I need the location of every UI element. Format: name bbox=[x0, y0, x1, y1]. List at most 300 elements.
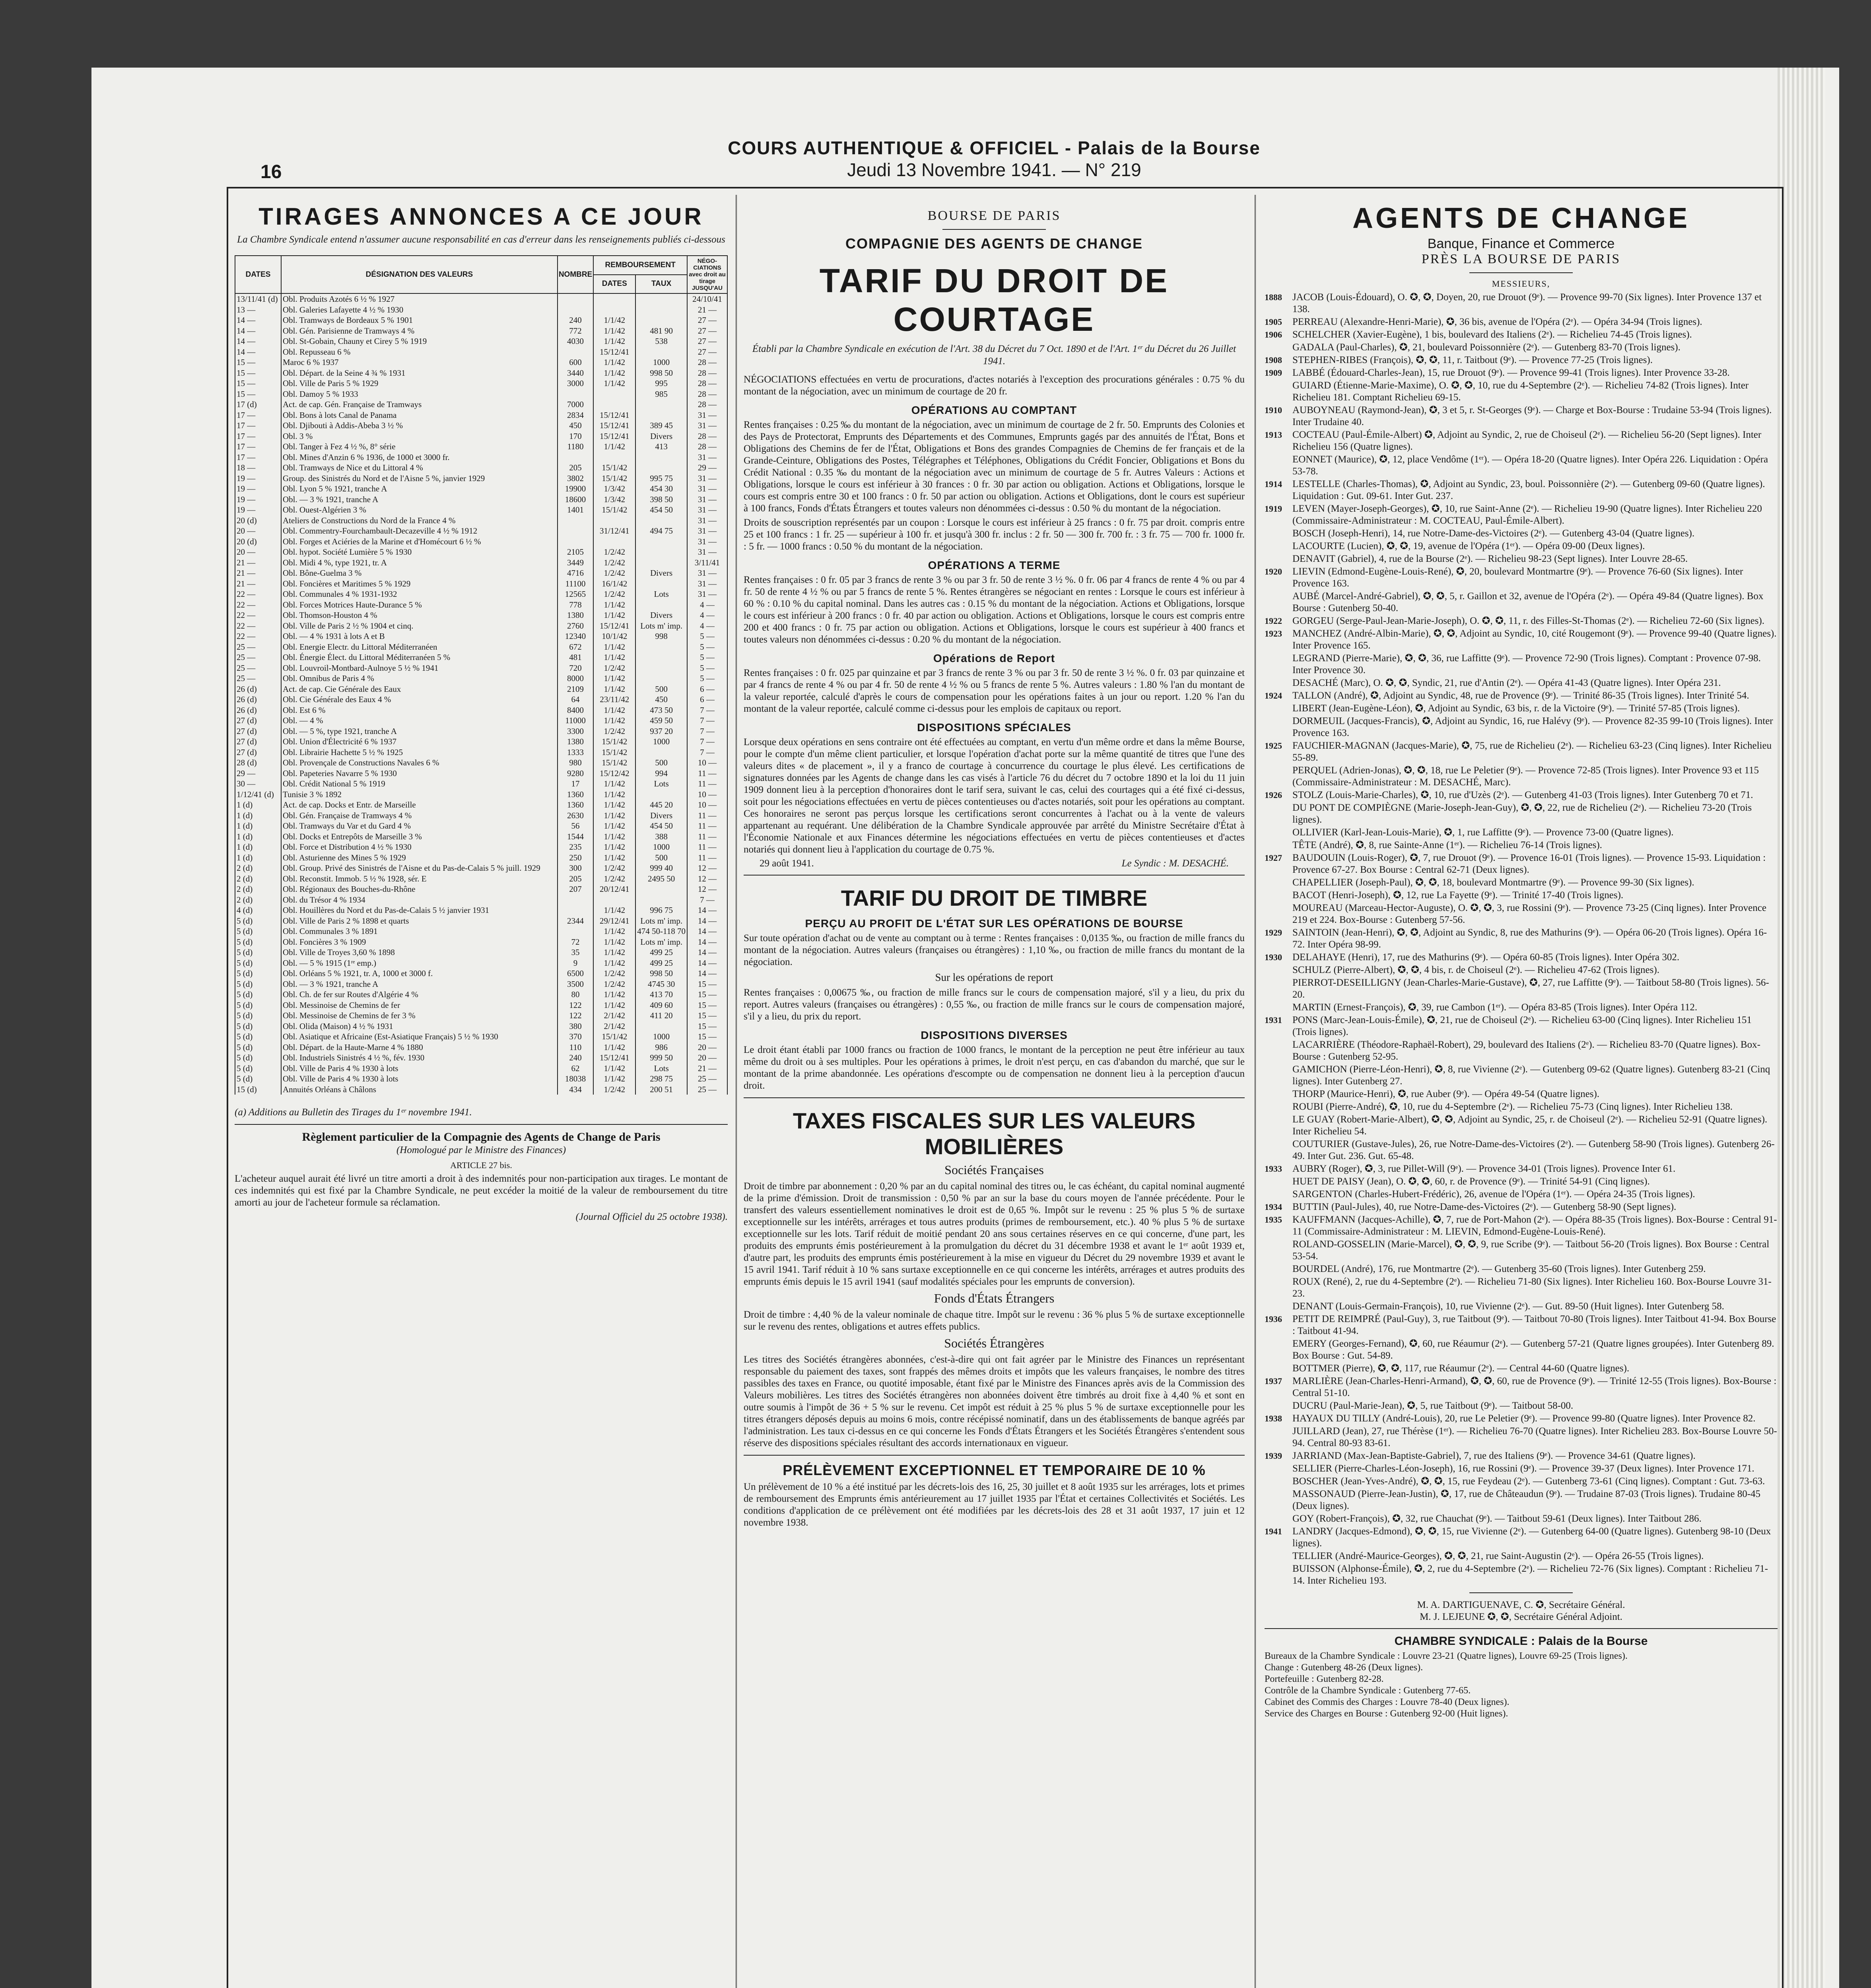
cell-date: 17 — bbox=[235, 441, 281, 452]
cell-rb-taux: 481 90 bbox=[635, 326, 687, 336]
agent-year bbox=[1265, 1463, 1292, 1475]
agents-subtitle-2: PRÈS LA BOURSE DE PARIS bbox=[1421, 252, 1621, 266]
divider bbox=[744, 875, 1245, 876]
cell-nego: 15 — bbox=[687, 1000, 727, 1011]
chambre-line: Bureaux de la Chambre Syndicale : Louvre 23-21 (Quatre lignes), Louvre 69-25 (Trois lignes). bbox=[1265, 1651, 1628, 1661]
cell-rb-taux bbox=[635, 895, 687, 905]
cell-nego: 29 — bbox=[687, 462, 727, 473]
cell-designation: Obl. Olida (Maison) 4 ½ % 1931 bbox=[281, 1021, 558, 1032]
cell-designation: Obl. Provençale de Constructions Navales 6 % bbox=[281, 757, 558, 768]
table-row bbox=[235, 968, 727, 979]
agent-entry bbox=[1265, 1138, 1778, 1162]
agent-entry bbox=[1265, 329, 1778, 341]
cell-nego: 31 — bbox=[687, 505, 727, 515]
cell-nombre bbox=[558, 905, 593, 916]
disp-speciales-text: Lorsque deux opérations en sens contraire ont été effectuées au comptant, en vertu d'un même ordre et dans la même Bourse, pour le compte d'un même client particulier, et lorsque l'opération d'achat porte sur la même quantité de titres que l'une des valeurs dites « de placement », il y a franco de courtage à concurrence du courtage le plus élevé. Les certifications de signatures données par les Agents de change dans les cas visés à l'article 76 du décret du 7 octobre 1890 et la loi du 11 juin 1909 donnent lieu à la perception d'honoraires dont le tarif sera, suivant le cas, celui des courtages qui a été fixé ci-dessus, soit pour les négociations effectuées en vertu de pièces contentieuses ou d'actes notariés, soit pour les opérations au comptant. Ces honoraires ne seront pas perçus lorsque les certifications seront concurrentes à l'achat ou à la vente de valeurs appartenant au requérant. Une délibération de la Chambre Syndicale approuvée par arrêté du Ministre Secrétaire d'État à l'Économie Nationale et aux Finances détermine les négociations effectuées en vertu de pièces contentieuses et d'actes notariés qui donnent lieu à l'application du courtage de 0.75 %. bbox=[744, 737, 1245, 855]
agent-year bbox=[1265, 1563, 1292, 1587]
cell-nego: 11 — bbox=[687, 779, 727, 789]
cell-nego: 3/11/41 bbox=[687, 557, 727, 568]
cell-nombre: 80 bbox=[558, 989, 593, 1000]
cell-date: 20 — bbox=[235, 547, 281, 557]
cell-designation: Group. des Sinistrés du Nord et de l'Aisne 5 %, janvier 1929 bbox=[281, 473, 558, 484]
agent-details: JACOB (Louis-Édouard), O. ✪, ✪, Doyen, 20, rue Drouot (9ᵉ). — Provence 99-70 (Six lignes). Inter Provence 137 et 138. bbox=[1292, 292, 1762, 315]
table-row bbox=[235, 347, 727, 357]
cell-designation: Obl. Force et Distribution 4 ½ % 1930 bbox=[281, 842, 558, 852]
cell-nombre bbox=[558, 389, 593, 400]
agent-details: MARTIN (Ernest-François), ✪, 39, rue Cambon (1ᵉʳ). — Opéra 83-85 (Trois lignes). Inter Opéra 112. bbox=[1292, 1002, 1698, 1013]
cell-nego: 28 — bbox=[687, 389, 727, 400]
table-row bbox=[235, 336, 727, 347]
agent-details: DUCRU (Paul-Marie-Jean), ✪, 5, rue Taitbout (9ᵉ). — Taitbout 58-00. bbox=[1292, 1400, 1574, 1411]
cell-rb-date: 1/1/42 bbox=[593, 958, 635, 969]
agents-subtitle: Banque, Finance et Commerce bbox=[1427, 236, 1615, 251]
agent-entry bbox=[1265, 1163, 1778, 1175]
cell-nego: 27 — bbox=[687, 347, 727, 357]
cell-nego: 14 — bbox=[687, 958, 727, 969]
agent-details: GUIARD (Étienne-Marie-Maxime), O. ✪, ✪, 10, rue du 4-Septembre (2ᵉ). — Richelieu 74-82 (Trois lignes). Inter Richelieu 181. Comptant Richelieu 69-15. bbox=[1292, 380, 1749, 403]
cell-date: 1 (d) bbox=[235, 831, 281, 842]
agent-entry bbox=[1265, 1338, 1778, 1362]
cell-nombre: 4030 bbox=[558, 336, 593, 347]
cell-nombre: 11100 bbox=[558, 579, 593, 589]
cell-nombre: 2344 bbox=[558, 916, 593, 926]
table-row bbox=[235, 483, 727, 494]
op-terme-text: Rentes françaises : 0 fr. 05 par 3 francs de rente 3 % ou par 3 fr. 50 de rente 3 ½ %. 0 fr. 06 par 4 francs de rente 4 % ou par 4 fr. 50 de rente 4 ½ % ou par 5 francs de rente 5 %. Rentes étrangères se négociant en rentes : Lorsque le cours est inférieur à 60 % : 0.10 % du capital nominal. Dans les autres cas : 0.15 % du montant de la négociation. Actions et Obligations, lorsque le cours est inférieur à 200 francs : 0 fr. 40 par action ou obligation. Actions et Obligations, lorsque le cours est compris entre 200 et 400 francs : 0 fr. 75 par action ou obligation. Actions et Obligations, lorsque le cours est supérieur à 400 francs et toutes valeurs non dénommées ci-dessus : 0.20 % du montant de la négociation. bbox=[744, 575, 1245, 645]
cell-date: 17 — bbox=[235, 452, 281, 463]
cell-date: 17 (d) bbox=[235, 399, 281, 410]
cell-designation: Obl. Energie Electr. du Littoral Méditerranéen bbox=[281, 642, 558, 652]
cell-date: 15 — bbox=[235, 378, 281, 389]
agent-details: GORGEU (Serge-Paul-Jean-Marie-Joseph), O. ✪, ✪, 11, r. des Filles-St-Thomas (2ᵉ). — Richelieu 72-60 (Six lignes). bbox=[1292, 615, 1764, 626]
agent-details: BOSCHER (Jean-Yves-André), ✪, ✪, 15, rue Feydeau (2ᵉ). — Gutenberg 73-61 (Cinq lignes). Comptant : Gut. 73-63. bbox=[1292, 1476, 1765, 1487]
cell-date: 5 (d) bbox=[235, 979, 281, 990]
agent-year bbox=[1265, 1176, 1292, 1188]
masthead-date: Jeudi 13 Novembre 1941. — N° 219 bbox=[847, 159, 1141, 180]
cell-rb-date bbox=[593, 399, 635, 410]
cell-rb-date bbox=[593, 305, 635, 315]
cell-date: 15 — bbox=[235, 368, 281, 379]
divider bbox=[744, 1455, 1245, 1456]
agent-year: 1931 bbox=[1265, 1015, 1282, 1025]
cell-designation: Obl. Régionaux des Bouches-du-Rhône bbox=[281, 884, 558, 895]
col-rb-dates: DATES bbox=[593, 275, 635, 294]
cell-date: 21 — bbox=[235, 579, 281, 589]
agent-entry bbox=[1265, 1313, 1778, 1337]
cell-rb-date: 1/1/42 bbox=[593, 810, 635, 821]
cell-nombre bbox=[558, 452, 593, 463]
agent-year: 1920 bbox=[1265, 567, 1282, 577]
cell-designation: Obl. Messinoise de Chemins de fer bbox=[281, 1000, 558, 1011]
cell-designation: Obl. Asiatique et Africaine (Est-Asiatique Français) 5 ½ % 1930 bbox=[281, 1031, 558, 1042]
cell-nego: 6 — bbox=[687, 684, 727, 695]
cell-rb-date: 1/3/42 bbox=[593, 483, 635, 494]
cell-rb-date: 31/12/41 bbox=[593, 526, 635, 536]
cell-date: 18 — bbox=[235, 462, 281, 473]
cell-nego: 31 — bbox=[687, 526, 727, 536]
agent-details: BACOT (Henri-Joseph), ✪, 12, rue La Fayette (9ᵉ). — Trinité 17-40 (Trois lignes). bbox=[1292, 890, 1624, 901]
agent-entry bbox=[1265, 1014, 1778, 1038]
table-row bbox=[235, 926, 727, 937]
disp-speciales-title: DISPOSITIONS SPÉCIALES bbox=[917, 721, 1071, 734]
cell-rb-date: 1/2/42 bbox=[593, 557, 635, 568]
cell-rb-date bbox=[593, 293, 635, 305]
agent-details: DENANT (Louis-Germain-François), 10, rue Vivienne (2ᵉ). — Gut. 89-50 (Huit lignes). Inter Gutenberg 58. bbox=[1292, 1301, 1724, 1312]
table-row bbox=[235, 547, 727, 557]
cell-date: 1 (d) bbox=[235, 852, 281, 863]
cell-rb-date: 1/1/42 bbox=[593, 989, 635, 1000]
agent-year: 1905 bbox=[1265, 317, 1282, 327]
cell-designation: Obl. Ville de Paris 2 % 1898 et quarts bbox=[281, 916, 558, 926]
cell-nego: 24/10/41 bbox=[687, 293, 727, 305]
agent-year: 1935 bbox=[1265, 1215, 1282, 1225]
agent-entry bbox=[1265, 291, 1778, 315]
agent-entry bbox=[1265, 1425, 1778, 1449]
table-row bbox=[235, 568, 727, 579]
cell-nombre: 720 bbox=[558, 663, 593, 674]
agent-year bbox=[1265, 1002, 1292, 1013]
cell-nombre: 2834 bbox=[558, 410, 593, 421]
cell-nego: 10 — bbox=[687, 757, 727, 768]
agent-entry bbox=[1265, 740, 1778, 764]
table-row bbox=[235, 452, 727, 463]
agent-year bbox=[1265, 902, 1292, 926]
cell-rb-date: 1/1/42 bbox=[593, 642, 635, 652]
cell-date: 5 (d) bbox=[235, 926, 281, 937]
agent-year bbox=[1265, 827, 1292, 839]
agent-details: JUILLARD (Jean), 27, rue Thérèse (1ᵉʳ). — Richelieu 76-70 (Quatre lignes). Inter Richelieu 283. Box-Bourse Louvre 50-94. Central 80-93 83-61. bbox=[1292, 1426, 1777, 1448]
cell-nego: 28 — bbox=[687, 368, 727, 379]
cell-nombre: 12340 bbox=[558, 631, 593, 642]
cell-rb-date: 1/1/42 bbox=[593, 357, 635, 368]
cell-rb-taux: Lots m' imp. bbox=[635, 621, 687, 631]
table-row bbox=[235, 389, 727, 400]
op-terme-title: OPÉRATIONS A TERME bbox=[928, 559, 1061, 571]
cell-rb-taux: 985 bbox=[635, 389, 687, 400]
cell-rb-date: 1/2/42 bbox=[593, 547, 635, 557]
cell-rb-taux: 986 bbox=[635, 1042, 687, 1053]
agent-entry bbox=[1265, 1064, 1778, 1087]
cell-nego: 31 — bbox=[687, 473, 727, 484]
op-comptant-text: Rentes françaises : 0.25 ‰ du montant de la négociation, avec un minimum de courtage de 2 fr. 50. Emprunts des Colonies et des Pays de Protectorat, Emprunts des Départements et des Communes, Emprunts gagés par des annuités de l'État, Bons et Obligations des Chemins de fer de l'État, Obligations et Bons des grandes Compagnies de Chemins de fer français et de la Grande-Ceinture, Obligations des Postes, Télégraphes et Téléphones, Obligations du Crédit Foncier, Obligations et Bons du Crédit National : 0.35 ‰ du montant de la négociation avec un minimum de courtage de 5 fr. Autres Valeurs : Actions et Obligations, lorsque le cours est inférieur à 30 frances : 0 fr. 30 par action ou obligation. Actions et Obligations, lorsque le cours est compris entre 30 et 100 francs : 0 fr. 50 par action ou obligation. Actions et Obligations, dont le cours est supérieur à 100 francs, Fonds d'États Étrangers et toutes valeurs non dénommées ci-dessus : 0.50 % du montant de la négociation. bbox=[744, 419, 1245, 514]
agent-details: MASSONAUD (Pierre-Jean-Justin), ✪, 17, rue de Châteaudun (9ᵉ). — Trudaine 87-03 (Trois lignes). Trudaine 80-45 (Deux lignes). bbox=[1292, 1489, 1761, 1511]
cell-designation: Obl. Tramways de Nice et du Littoral 4 % bbox=[281, 462, 558, 473]
cell-rb-taux bbox=[635, 536, 687, 547]
cell-date: 13 — bbox=[235, 305, 281, 315]
cell-designation: Obl. Départ. de la Seine 4 ¾ % 1931 bbox=[281, 368, 558, 379]
agent-year: 1910 bbox=[1265, 405, 1282, 415]
cell-designation: Obl. Ch. de fer sur Routes d'Algérie 4 % bbox=[281, 989, 558, 1000]
timbre-diverses-title: DISPOSITIONS DIVERSES bbox=[921, 1029, 1068, 1041]
agent-entry bbox=[1265, 404, 1778, 428]
cell-rb-taux bbox=[635, 515, 687, 526]
cell-designation: Obl. Thomson-Houston 4 % bbox=[281, 610, 558, 621]
cell-nego: 12 — bbox=[687, 863, 727, 874]
cell-rb-taux: 413 bbox=[635, 441, 687, 452]
cell-nombre bbox=[558, 293, 593, 305]
cell-rb-date: 15/12/41 bbox=[593, 410, 635, 421]
agent-details: PONS (Marc-Jean-Louis-Émile), ✪, 21, rue de Choiseul (2ᵉ). — Richelieu 63-00 (Cinq lignes). Inter Richelieu 151 (Trois lignes). bbox=[1292, 1015, 1752, 1037]
agent-details: SCHULZ (Pierre-Albert), ✪, ✪, 4 bis, r. de Choiseul (2ᵉ). — Richelieu 47-62 (Trois lignes). bbox=[1292, 965, 1659, 975]
cell-designation: Obl. Tramways de Bordeaux 5 % 1901 bbox=[281, 315, 558, 326]
tirages-column bbox=[235, 195, 728, 1988]
agent-year: 1941 bbox=[1265, 1526, 1282, 1536]
cell-nego: 28 — bbox=[687, 431, 727, 442]
agent-year: 1909 bbox=[1265, 368, 1282, 378]
cell-designation: Obl. Gén. Parisienne de Tramways 4 % bbox=[281, 326, 558, 336]
cell-rb-date: 1/1/42 bbox=[593, 905, 635, 916]
cell-rb-taux: 411 20 bbox=[635, 1010, 687, 1021]
agent-details: AUBRY (Roger), ✪, 3, rue Pillet-Will (9ᵉ). — Provence 34-01 (Trois lignes). Provence Inter 61. bbox=[1292, 1163, 1676, 1174]
cell-nombre: 1180 bbox=[558, 441, 593, 452]
cell-rb-taux: 500 bbox=[635, 757, 687, 768]
cell-designation: Obl. Forges et Aciéries de la Marine et d'Homécourt 6 ½ % bbox=[281, 536, 558, 547]
table-row bbox=[235, 905, 727, 916]
cell-date: 2 (d) bbox=[235, 895, 281, 905]
agent-entry bbox=[1265, 566, 1778, 590]
col-negociations: NÉGO-CIATIONS avec droit au tirage JUSQU'AU bbox=[687, 256, 727, 293]
agent-entry bbox=[1265, 1463, 1778, 1475]
cell-rb-taux bbox=[635, 884, 687, 895]
agent-entry bbox=[1265, 478, 1778, 502]
cell-nombre: 600 bbox=[558, 357, 593, 368]
agent-entry bbox=[1265, 1214, 1778, 1238]
cell-designation: Obl. Orléans 5 % 1921, tr. A, 1000 et 3000 f. bbox=[281, 968, 558, 979]
agent-year bbox=[1265, 877, 1292, 889]
cell-date: 27 (d) bbox=[235, 747, 281, 758]
cell-designation: Obl. — 5 %, type 1921, tranche A bbox=[281, 726, 558, 737]
agent-entry bbox=[1265, 1363, 1778, 1375]
agent-entry bbox=[1265, 715, 1778, 739]
cell-date: 27 (d) bbox=[235, 736, 281, 747]
cell-rb-taux: Lots bbox=[635, 779, 687, 789]
cell-rb-date: 1/3/42 bbox=[593, 494, 635, 505]
cell-rb-taux: 2495 50 bbox=[635, 874, 687, 884]
cell-nombre: 434 bbox=[558, 1084, 593, 1095]
cell-rb-date: 1/1/42 bbox=[593, 1074, 635, 1084]
agents-list bbox=[1265, 291, 1778, 1587]
divider bbox=[1469, 1592, 1573, 1593]
agent-year bbox=[1265, 715, 1292, 739]
agent-year bbox=[1265, 1188, 1292, 1200]
agent-entry bbox=[1265, 1550, 1778, 1562]
cell-nego: 15 — bbox=[687, 979, 727, 990]
agent-details: BAUDOUIN (Louis-Roger), ✪, 7, rue Drouot (9ᵉ). — Provence 16-01 (Trois lignes). — Provence 15-93. Liquidation : Provence 67-27. Box Bourse : Central 62-71 (Deux lignes). bbox=[1292, 852, 1766, 875]
agent-year bbox=[1265, 380, 1292, 404]
agent-entry bbox=[1265, 827, 1778, 839]
agent-year: 1929 bbox=[1265, 928, 1282, 938]
table-row bbox=[235, 631, 727, 642]
table-row bbox=[235, 768, 727, 779]
cell-designation: Obl. Gén. Française de Tramways 4 % bbox=[281, 810, 558, 821]
agent-details: LIEVIN (Edmond-Eugène-Louis-René), ✪, 20, boulevard Montmartre (9ᵉ). — Provence 76-60 (Six lignes). Inter Provence 163. bbox=[1292, 566, 1743, 589]
cell-rb-taux bbox=[635, 789, 687, 800]
cell-rb-taux: 1000 bbox=[635, 357, 687, 368]
cell-nego: 14 — bbox=[687, 947, 727, 958]
cell-rb-date: 1/1/42 bbox=[593, 1063, 635, 1074]
cell-rb-taux bbox=[635, 293, 687, 305]
cell-designation: Obl. Est 6 % bbox=[281, 705, 558, 716]
cell-rb-taux: 389 45 bbox=[635, 420, 687, 431]
cell-date: 17 — bbox=[235, 431, 281, 442]
agent-entry bbox=[1265, 1039, 1778, 1063]
cell-rb-taux: 995 bbox=[635, 378, 687, 389]
agent-entry bbox=[1265, 839, 1778, 851]
cell-date: 25 — bbox=[235, 673, 281, 684]
agent-entry bbox=[1265, 615, 1778, 627]
agent-entry bbox=[1265, 1563, 1778, 1587]
courtage-intro: NÉGOCIATIONS effectuées en vertu de procurations, d'actes notariés à l'exception des procurations générales : 0.75 % du montant de la négociation, avec un minimum de courtage de 20 fr. bbox=[744, 374, 1245, 397]
cell-designation: Obl. Ville de Troyes 3,60 % 1898 bbox=[281, 947, 558, 958]
cell-nombre: 240 bbox=[558, 315, 593, 326]
cell-rb-taux: 1000 bbox=[635, 1031, 687, 1042]
cell-designation: Obl. Asturienne des Mines 5 % 1929 bbox=[281, 852, 558, 863]
tarif-signature: Le Syndic : M. DESACHÉ. bbox=[1121, 858, 1229, 869]
cell-date: 14 — bbox=[235, 326, 281, 336]
table-row bbox=[235, 947, 727, 958]
table-row bbox=[235, 378, 727, 389]
cell-rb-taux: 995 75 bbox=[635, 473, 687, 484]
cell-rb-date bbox=[593, 895, 635, 905]
taxes-title: TAXES FISCALES SUR LES VALEURS MOBILIÈRES bbox=[793, 1108, 1196, 1159]
agent-year bbox=[1265, 765, 1292, 788]
cell-nombre: 8400 bbox=[558, 705, 593, 716]
cell-designation: Obl. Ville de Paris 2 ½ % 1904 et cinq. bbox=[281, 621, 558, 631]
agent-details: LEVEN (Mayer-Joseph-Georges), ✪, 10, rue Saint-Anne (2ᵉ). — Richelieu 19-90 (Quatre lignes). Inter Richelieu 220 (Commissaire-Administrateur : M. COCTEAU, Paul-Émile-Albert). bbox=[1292, 503, 1762, 526]
table-row bbox=[235, 368, 727, 379]
agent-year: 1888 bbox=[1265, 292, 1282, 302]
table-row bbox=[235, 831, 727, 842]
divider bbox=[1469, 272, 1573, 273]
agent-entry bbox=[1265, 889, 1778, 901]
agent-year bbox=[1265, 1276, 1292, 1300]
bourse-company: COMPAGNIE DES AGENTS DE CHANGE bbox=[845, 235, 1143, 252]
cell-rb-taux: 409 60 bbox=[635, 1000, 687, 1011]
cell-rb-taux: 538 bbox=[635, 336, 687, 347]
agent-entry bbox=[1265, 316, 1778, 328]
table-row bbox=[235, 958, 727, 969]
cell-designation: Obl. Louvroil-Montbard-Aulnoye 5 ½ % 1941 bbox=[281, 663, 558, 674]
cell-rb-taux: 454 50 bbox=[635, 821, 687, 831]
table-row bbox=[235, 1074, 727, 1084]
cell-rb-taux: 454 30 bbox=[635, 483, 687, 494]
agent-entry bbox=[1265, 802, 1778, 826]
divider bbox=[744, 1097, 1245, 1098]
cell-nombre: 3300 bbox=[558, 726, 593, 737]
cell-nombre: 980 bbox=[558, 757, 593, 768]
cell-rb-taux: 200 51 bbox=[635, 1084, 687, 1095]
cell-rb-taux: 298 75 bbox=[635, 1074, 687, 1084]
table-row bbox=[235, 979, 727, 990]
agent-entry bbox=[1265, 1002, 1778, 1013]
agent-details: COCTEAU (Paul-Émile-Albert) ✪, Adjoint au Syndic, 2, rue de Choiseul (2ᵉ). — Richelieu 56-20 (Sept lignes). Inter Richelieu 156 (Quatre lignes). bbox=[1292, 429, 1762, 452]
cell-designation: Obl. Mines d'Anzin 6 % 1936, de 1000 et 3000 fr. bbox=[281, 452, 558, 463]
cell-date: 25 — bbox=[235, 663, 281, 674]
cell-rb-date: 1/2/42 bbox=[593, 1084, 635, 1095]
table-row bbox=[235, 800, 727, 810]
cell-rb-taux bbox=[635, 579, 687, 589]
cell-nego: 31 — bbox=[687, 420, 727, 431]
cell-nego: 21 — bbox=[687, 305, 727, 315]
cell-date: 22 — bbox=[235, 621, 281, 631]
agent-details: MOUREAU (Marceau-Hector-Auguste), O. ✪, ✪, 3, rue Rossini (9ᵉ). — Provence 73-25 (Cinq lignes). Inter Provence 219 et 224. Box-Bourse : Gutenberg 57-56. bbox=[1292, 903, 1766, 925]
cell-rb-taux: 994 bbox=[635, 768, 687, 779]
agent-entry bbox=[1265, 1114, 1778, 1138]
cell-nego: 27 — bbox=[687, 326, 727, 336]
table-row bbox=[235, 315, 727, 326]
cell-nombre: 122 bbox=[558, 1010, 593, 1021]
agent-year: 1908 bbox=[1265, 355, 1282, 365]
cell-date: 19 — bbox=[235, 483, 281, 494]
table-row bbox=[235, 357, 727, 368]
cell-rb-taux: Divers bbox=[635, 568, 687, 579]
table-row bbox=[235, 293, 727, 305]
cell-designation: Obl. St-Gobain, Chauny et Cirey 5 % 1919 bbox=[281, 336, 558, 347]
cell-designation: Obl. Communales 3 % 1891 bbox=[281, 926, 558, 937]
cell-nombre: 18600 bbox=[558, 494, 593, 505]
table-row bbox=[235, 399, 727, 410]
agent-entry bbox=[1265, 1375, 1778, 1399]
cell-date: 30 — bbox=[235, 779, 281, 789]
col-designation: DÉSIGNATION DES VALEURS bbox=[281, 256, 558, 293]
table-row bbox=[235, 642, 727, 652]
cell-nego: 6 — bbox=[687, 694, 727, 705]
agent-details: SARGENTON (Charles-Hubert-Frédéric), 26, avenue de l'Opéra (1ᵉʳ). — Opéra 24-35 (Trois lignes). bbox=[1292, 1189, 1695, 1200]
divider bbox=[235, 1124, 728, 1125]
cell-designation: Act. de cap. Cie Générale des Eaux bbox=[281, 684, 558, 695]
agent-details: EONNET (Maurice), ✪, 12, place Vendôme (1ᵉʳ). — Opéra 18-20 (Quatre lignes). Inter Opéra 226. Liquidation : Opéra 53-78. bbox=[1292, 454, 1768, 477]
cell-nego: 11 — bbox=[687, 821, 727, 831]
cell-rb-date: 15/12/41 bbox=[593, 1052, 635, 1063]
taxes-etr-text: Les titres des Sociétés étrangères abonnées, c'est-à-dire qui ont fait agréer par le Ministre des Finances un représentant responsable du paiement des taxes, sont frappés des mêmes droits et impôts que les valeurs françaises, le nombre des titres passibles des taxes en France, ou quotité imposable, étant fixé par le Ministre des Finances après avis de la Commission des Valeurs mobilières. Les titres des Sociétés étrangères non abonnées doivent être timbrés au droit fixe à 4,40 % et sont en outre soumis à l'impôt de 36 + 5 % sur le revenu. Cet impôt est réduit à 25 % plus 5 % de surtaxe exceptionnelle pour les titres étrangers déposés depuis au moins 6 mois, contre récépissé nominatif, dans un des établissements de banque agréés par l'administration. Les taux ci-dessus en ce qui concerne les Fonds d'États Étrangers et les Sociétés Étrangères s'entendent sous réserve des dispositions spéciales résultant des accords internationaux en vigueur. bbox=[744, 1354, 1245, 1448]
agent-year bbox=[1265, 590, 1292, 614]
agent-entry bbox=[1265, 367, 1778, 379]
cell-rb-date: 15/1/42 bbox=[593, 473, 635, 484]
cell-rb-date: 1/2/42 bbox=[593, 863, 635, 874]
cell-date: 22 — bbox=[235, 631, 281, 642]
cell-nego: 10 — bbox=[687, 800, 727, 810]
cell-rb-date: 1/1/42 bbox=[593, 326, 635, 336]
cell-nombre: 3500 bbox=[558, 979, 593, 990]
cell-rb-date: 1/2/42 bbox=[593, 874, 635, 884]
cell-rb-date: 15/1/42 bbox=[593, 757, 635, 768]
agent-year bbox=[1265, 1101, 1292, 1113]
cell-nombre: 205 bbox=[558, 462, 593, 473]
reglement-article: ARTICLE 27 bis. bbox=[450, 1160, 512, 1170]
cell-date: 5 (d) bbox=[235, 1031, 281, 1042]
table-row bbox=[235, 1010, 727, 1021]
cell-date: 5 (d) bbox=[235, 1021, 281, 1032]
cell-rb-taux bbox=[635, 347, 687, 357]
table-row bbox=[235, 852, 727, 863]
cell-designation: Obl. — 4 % bbox=[281, 715, 558, 726]
agent-details: COUTURIER (Gustave-Jules), 26, rue Notre-Dame-des-Victoires (2ᵉ). — Gutenberg 58-90 (Trois lignes). Gutenberg 26-49. Inter Gut. 236. Gut. 65-48. bbox=[1292, 1139, 1775, 1161]
agent-year bbox=[1265, 652, 1292, 676]
agent-year bbox=[1265, 1263, 1292, 1275]
agent-year bbox=[1265, 1138, 1292, 1162]
cell-nombre: 1360 bbox=[558, 800, 593, 810]
table-row bbox=[235, 1063, 727, 1074]
cell-rb-taux: 450 bbox=[635, 694, 687, 705]
cell-nombre: 1380 bbox=[558, 736, 593, 747]
cell-designation: Obl. Librairie Hachette 5 ½ % 1925 bbox=[281, 747, 558, 758]
agent-details: SAINTOIN (Jean-Henri), ✪, ✪, Adjoint au Syndic, 8, rue des Mathurins (9ᵉ). — Opéra 06-20 (Trois lignes). Opéra 16-72. Inter Opéra 98-99. bbox=[1292, 927, 1767, 950]
agent-year: 1914 bbox=[1265, 479, 1282, 489]
page-number: 16 bbox=[260, 161, 282, 182]
agent-details: DORMEUIL (Jacques-Francis), ✪, Adjoint au Syndic, 16, rue Halévy (9ᵉ). — Provence 82-35 99-10 (Trois lignes). Inter Provence 163. bbox=[1292, 716, 1773, 738]
cell-rb-date: 1/2/42 bbox=[593, 663, 635, 674]
agent-year bbox=[1265, 1239, 1292, 1262]
cell-nombre bbox=[558, 526, 593, 536]
